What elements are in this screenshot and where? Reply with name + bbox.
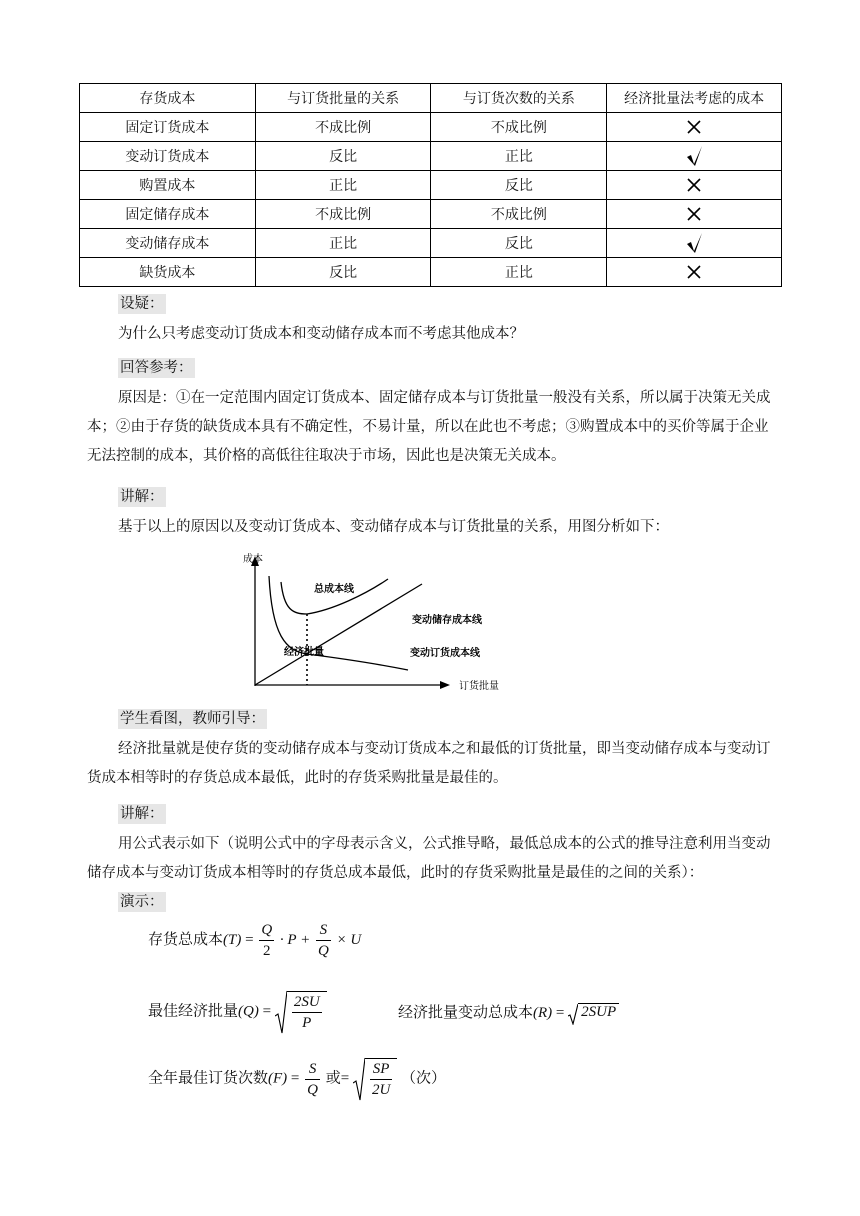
radical-sign xyxy=(275,990,287,1034)
guide-text: 经济批量就是使存货的变动储存成本与变动订货成本之和最低的订货批量，即当变动储存成本与变动订货成本相等时的存货总成本最低，此时的存货采购批量是最佳的。 xyxy=(87,741,771,786)
cost-name-cell: 变动订货成本 xyxy=(80,142,256,171)
cost-name-cell: 变动储存成本 xyxy=(80,229,256,258)
batch-relation-cell: 不成比例 xyxy=(255,200,431,229)
check-icon xyxy=(683,232,705,254)
formula-unit: （次） xyxy=(401,1070,447,1087)
answer-text: 原因是：①在一定范围内固定订货成本、固定储存成本与订货批量一般没有关系，所以属于决策无关成本；②由于存货的缺货成本具有不确定性，不易计量，所以在此也不考虑；③购置成本中的买价等属于企业无法控制的成本，其价格的高低往往取决于市场，因此也是决策无关成本。 xyxy=(87,390,771,464)
x-axis-arrow xyxy=(440,681,450,689)
batch-relation-cell: 正比 xyxy=(255,229,431,258)
considered-cell xyxy=(607,258,782,287)
considered-cell xyxy=(607,113,782,142)
table-header-cell: 存货成本 xyxy=(80,84,256,113)
explain-text: 基于以上的原因以及变动订货成本、变动储存成本与订货批量的关系，用图分析如下： xyxy=(118,519,669,535)
batch-relation-cell: 反比 xyxy=(255,142,431,171)
considered-cell xyxy=(607,142,782,171)
holding-cost-label: 变动储存成本线 xyxy=(412,615,482,626)
eoq-total-cost-formula: 经济批量变动总成本(R) = 2SUP xyxy=(398,1001,619,1025)
section-label-explain: 讲解： xyxy=(120,489,164,505)
considered-cell xyxy=(607,229,782,258)
batch-relation-cell: 不成比例 xyxy=(255,113,431,142)
count-relation-cell: 不成比例 xyxy=(431,113,607,142)
cross-icon xyxy=(683,203,705,225)
table-row xyxy=(80,142,782,171)
cost-name-cell: 固定储存成本 xyxy=(80,200,256,229)
count-relation-cell: 反比 xyxy=(431,229,607,258)
table-row xyxy=(80,200,782,229)
eoq-label: 经济批量 xyxy=(284,647,324,658)
section-label-guide: 学生看图，教师引导： xyxy=(120,711,265,727)
inventory-cost-table xyxy=(79,83,782,287)
section-label-demo: 演示： xyxy=(120,894,164,910)
formula-variable: (Q) xyxy=(238,1003,259,1020)
radical-sign xyxy=(353,1057,365,1101)
count-relation-cell: 正比 xyxy=(431,142,607,171)
fraction: $\frac{S}{Q}$ xyxy=(307,1060,318,1098)
table-header-cell: 与订货次数的关系 xyxy=(431,84,607,113)
formula-label: 存货总成本 xyxy=(148,931,224,948)
count-relation-cell: 反比 xyxy=(431,171,607,200)
cross-icon xyxy=(683,261,705,283)
considered-cell xyxy=(607,171,782,200)
square-root: $\frac{SP}{2U}$ xyxy=(353,1057,397,1101)
formula-variable: (R) xyxy=(533,1005,553,1021)
section-label-answer: 回答参考： xyxy=(120,360,193,376)
fraction: $\frac{Q}{2}$ xyxy=(261,922,273,959)
table-row xyxy=(80,171,782,200)
eoq-cost-diagram xyxy=(238,548,528,698)
formula-label: 经济批量变动总成本 xyxy=(398,1005,534,1021)
square-root: $\frac{2SU}{P}$ xyxy=(275,990,327,1034)
ordering-cost-label: 变动订货成本线 xyxy=(410,648,480,659)
radical-sign xyxy=(568,1003,578,1025)
formula-intro-text: 用公式表示如下（说明公式中的字母表示含义，公式推导略，最低总成本的公式的推导注意利用当变动储存成本与变动订货成本相等时的存货总成本最低，此时的存货采购批量是最佳的之间的关系）： xyxy=(87,836,771,881)
table-row xyxy=(80,229,782,258)
cross-icon xyxy=(683,116,705,138)
count-relation-cell: 不成比例 xyxy=(431,200,607,229)
batch-relation-cell: 反比 xyxy=(255,258,431,287)
section-label-question: 设疑： xyxy=(120,296,164,312)
table-header-cell: 与订货批量的关系 xyxy=(255,84,431,113)
total-cost-formula: 存货总成本(T) = $\frac{Q}{2}$ · P + $\frac{S}{Q}$ × U xyxy=(148,922,362,959)
check-icon xyxy=(683,145,705,167)
cost-name-cell: 缺货成本 xyxy=(80,258,256,287)
fraction: $\frac{S}{Q}$ xyxy=(317,922,329,959)
formula-label: 全年最佳订货次数 xyxy=(148,1070,269,1087)
formula-label: 最佳经济批量 xyxy=(148,1003,239,1020)
table-row xyxy=(80,113,782,142)
formula-or: 或= xyxy=(325,1070,350,1087)
count-relation-cell: 正比 xyxy=(431,258,607,287)
cost-name-cell: 购置成本 xyxy=(80,171,256,200)
order-frequency-formula: 全年最佳订货次数(F) = $\frac{S}{Q}$ 或= $\frac{SP}{2U}$ （次） xyxy=(148,1057,446,1101)
table-header-row xyxy=(80,84,782,113)
table-header-cell: 经济批量法考虑的成本 xyxy=(607,84,782,113)
y-axis-label: 成本 xyxy=(243,554,263,565)
cross-icon xyxy=(683,174,705,196)
square-root: 2SUP xyxy=(568,1003,619,1025)
table-row xyxy=(80,258,782,287)
question-text: 为什么只考虑变动订货成本和变动储存成本而不考虑其他成本？ xyxy=(118,326,524,342)
cost-name-cell: 固定订货成本 xyxy=(80,113,256,142)
total-cost-label: 总成本线 xyxy=(314,584,354,595)
x-axis-label: 订货批量 xyxy=(459,681,499,692)
eoq-diagram-svg xyxy=(238,548,528,698)
section-label-explain-2: 讲解： xyxy=(120,806,164,822)
considered-cell xyxy=(607,200,782,229)
eoq-formula: 最佳经济批量(Q) = $\frac{2SU}{P}$ xyxy=(148,990,327,1034)
formula-variable: (T) xyxy=(223,931,242,948)
batch-relation-cell: 正比 xyxy=(255,171,431,200)
formula-variable: (F) xyxy=(268,1070,288,1087)
